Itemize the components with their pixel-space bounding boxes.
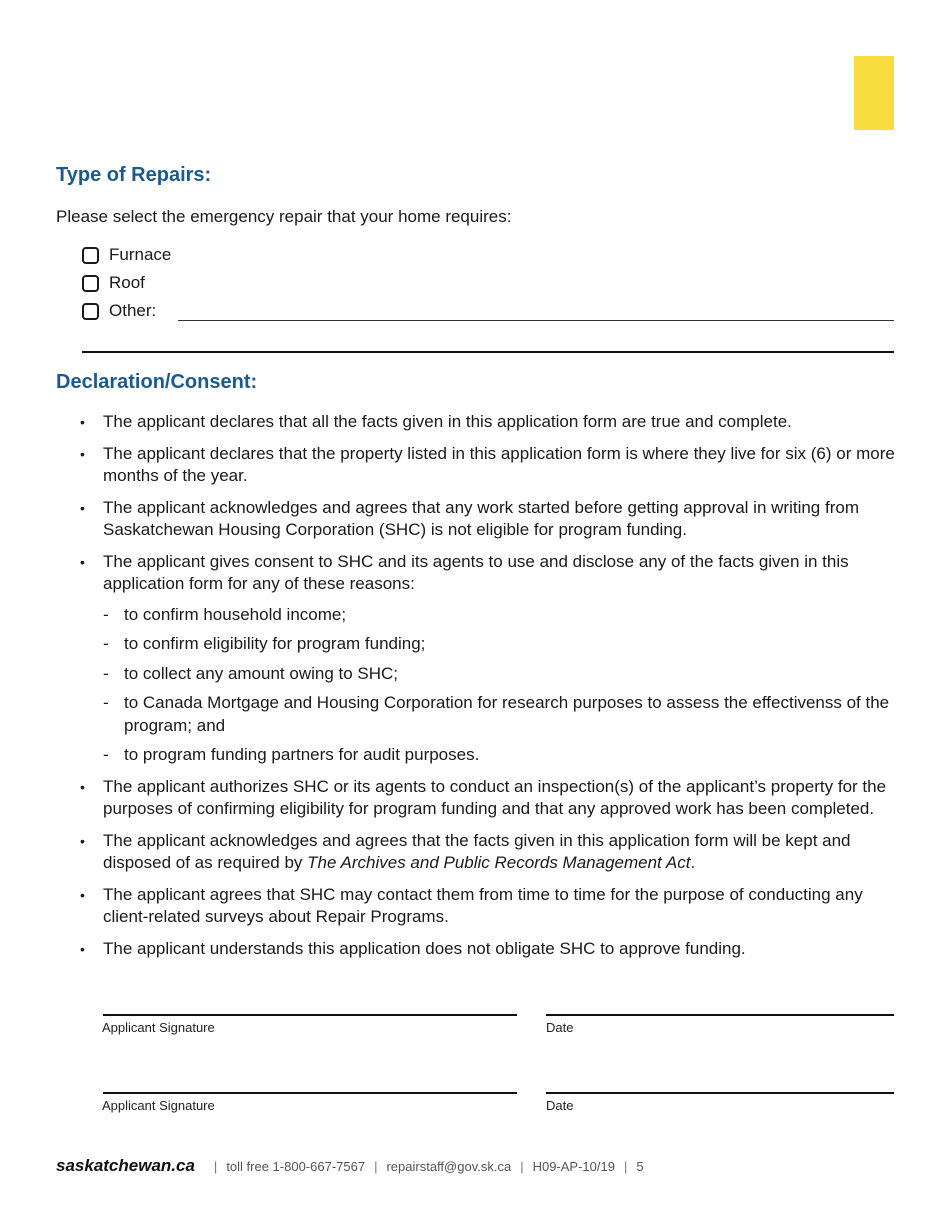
declaration-item: • The applicant authorizes SHC or its agents to conduct an inspection(s) of the applicant’s property for the purposes of confirming eligibility for program funding and that any approved work has been completed.	[80, 776, 895, 821]
applicant-signature-field[interactable]	[103, 1092, 517, 1094]
applicant-signature-field[interactable]	[103, 1014, 517, 1016]
page-footer	[56, 1156, 644, 1176]
declaration-item	[80, 551, 895, 767]
footer-brand[interactable]: saskatchewan.ca	[56, 1156, 195, 1175]
furnace-checkbox[interactable]	[82, 247, 99, 264]
consent-reason: - to confirm household income;	[103, 604, 895, 627]
declaration-item	[80, 830, 895, 875]
consent-reason: - to Canada Mortgage and Housing Corporation for research purposes to assess the effectivenss of the program; and	[103, 692, 895, 737]
declaration-item: • The applicant declares that all the facts given in this application form are true and complete.	[80, 411, 895, 434]
other-checkbox[interactable]	[82, 303, 99, 320]
roof-checkbox[interactable]	[82, 275, 99, 292]
other-text-field[interactable]	[178, 320, 894, 321]
date-label: Date	[546, 1098, 574, 1113]
other-label: Other:	[109, 301, 157, 320]
declaration-list	[80, 411, 895, 969]
act-title: The Archives and Public Records Management Act	[307, 853, 691, 872]
consent-reason: - to confirm eligibility for program funding;	[103, 633, 895, 656]
declaration-item: • The applicant declares that the property listed in this application form is where they live for six (6) or more months of the year.	[80, 443, 895, 488]
applicant-signature-label: Applicant Signature	[102, 1020, 215, 1035]
footer-email[interactable]: repairstaff@gov.sk.ca	[386, 1159, 512, 1174]
consent-reason: - to collect any amount owing to SHC;	[103, 663, 895, 686]
furnace-label: Furnace	[109, 245, 172, 264]
applicant-signature-label: Applicant Signature	[102, 1098, 215, 1113]
footer-separator: |	[623, 1159, 628, 1174]
date-field[interactable]	[546, 1014, 894, 1016]
section-title-declaration: Declaration/Consent:	[56, 371, 258, 393]
checkbox-row-furnace[interactable]	[82, 244, 171, 266]
records-text-before: The applicant acknowledges and agrees that the facts given in this application form will be kept and disposed of as required by	[103, 830, 851, 872]
footer-page-number: 5	[636, 1159, 644, 1174]
date-label: Date	[546, 1020, 574, 1035]
footer-form-code: H09-AP-10/19	[532, 1159, 615, 1174]
consent-reasons-list	[103, 604, 895, 767]
roof-label: Roof	[109, 273, 145, 292]
footer-phone: toll free 1-800-667-7567	[226, 1159, 366, 1174]
section-title-repairs: Type of Repairs:	[56, 164, 212, 186]
declaration-item: • The applicant acknowledges and agrees that any work started before getting approval in writing from Saskatchewan Housing Corporation (SHC) is not eligible for program funding.	[80, 497, 895, 542]
records-text-after: .	[690, 853, 696, 872]
checkbox-row-other[interactable]	[82, 300, 156, 322]
consent-text: The applicant gives consent to SHC and its agents to use and disclose any of the facts given in this application form for any of these reasons:	[103, 551, 849, 593]
repair-prompt: Please select the emergency repair that your home requires:	[56, 207, 512, 226]
declaration-item: • The applicant understands this application does not obligate SHC to approve funding.	[80, 938, 895, 961]
footer-separator: |	[213, 1159, 218, 1174]
date-field[interactable]	[546, 1092, 894, 1094]
footer-separator: |	[374, 1159, 378, 1174]
accent-block	[854, 56, 894, 130]
checkbox-row-roof[interactable]	[82, 272, 145, 294]
footer-separator: |	[520, 1159, 524, 1174]
consent-reason: - to program funding partners for audit purposes.	[103, 744, 895, 767]
declaration-item: • The applicant agrees that SHC may contact them from time to time for the purpose of conducting any client-related surveys about Repair Programs.	[80, 884, 895, 929]
section-divider	[82, 351, 894, 353]
